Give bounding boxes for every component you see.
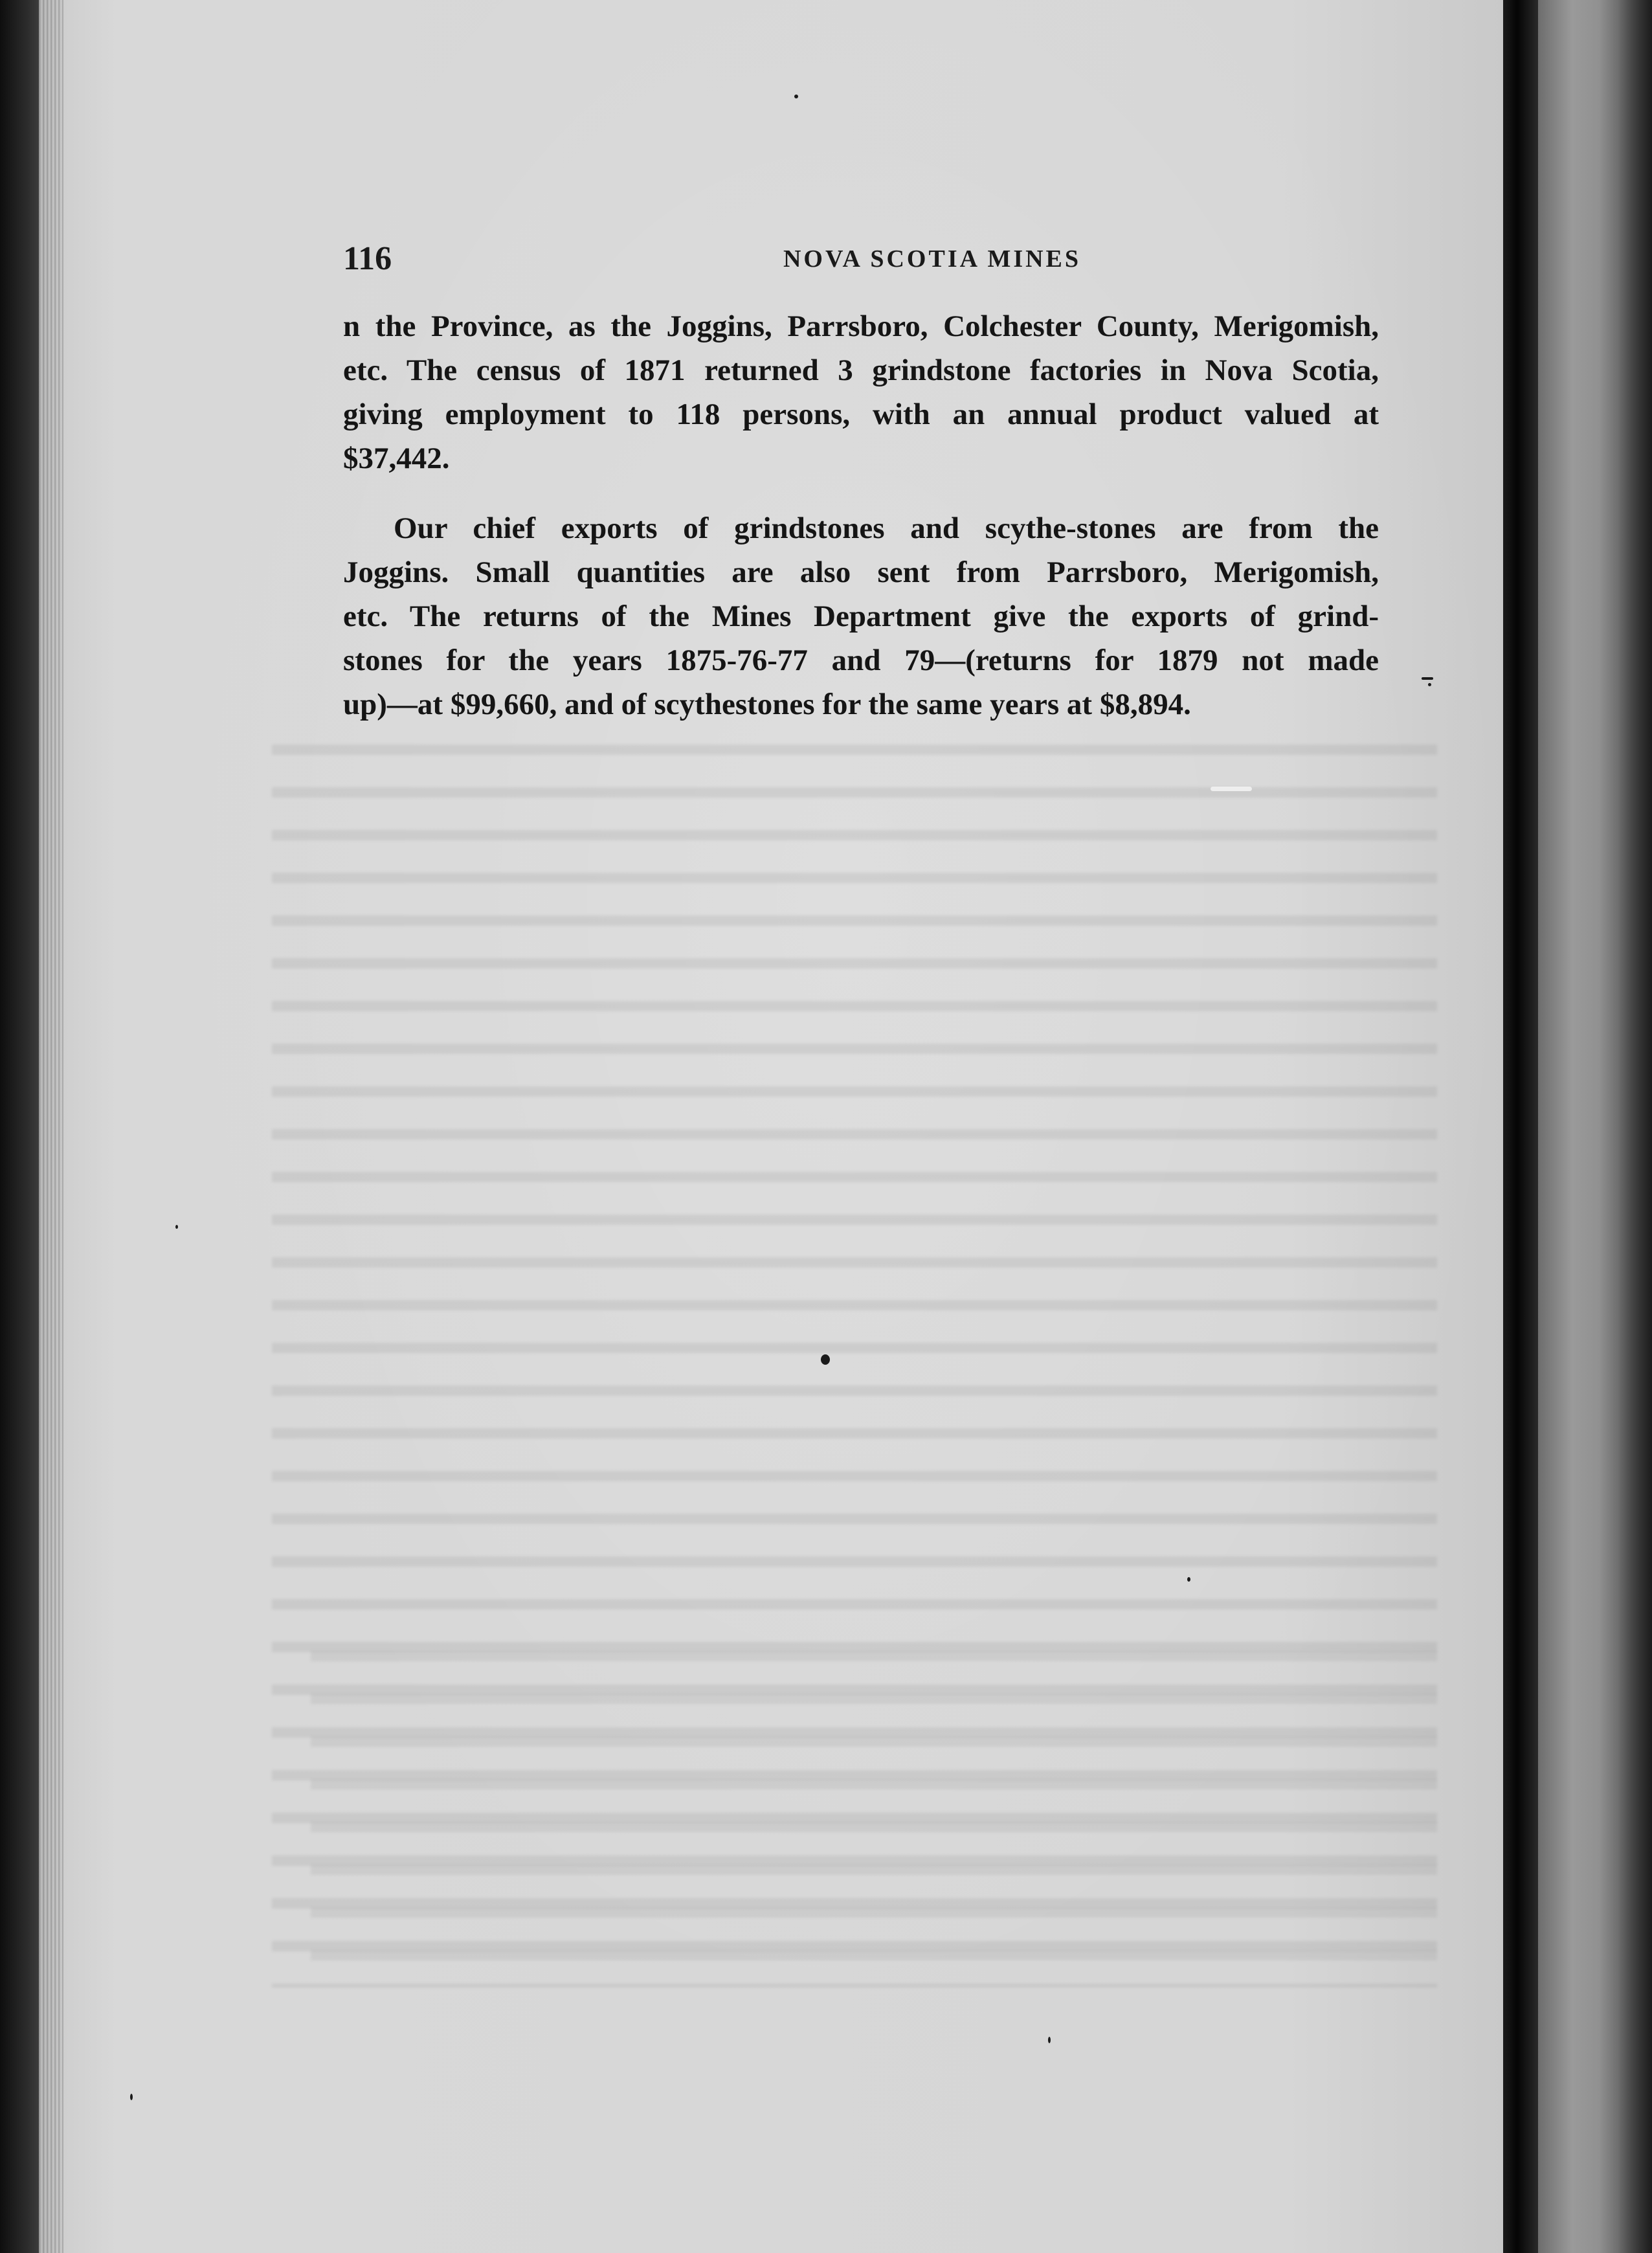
show-through-text-lower xyxy=(311,1631,1437,1975)
text-line: Our chief exports of grindstones and scythe-stones are from the xyxy=(394,511,1379,545)
page-number: 116 xyxy=(343,240,392,277)
facing-page-shadow xyxy=(1599,0,1652,2253)
page-header xyxy=(343,232,1392,284)
body-text xyxy=(343,304,1379,726)
text-line: giving employment to 118 persons, with an annual product valued at xyxy=(343,398,1379,431)
paragraph-1 xyxy=(343,304,1379,480)
text-line: etc. The census of 1871 returned 3 grindstone factories in Nova Scotia, xyxy=(343,353,1379,387)
book-gutter xyxy=(1503,0,1538,2253)
text-line: up)—at $99,660, and of scythestones for the same years at $8,894. xyxy=(343,688,1191,721)
scan-left-margin xyxy=(0,0,39,2253)
text-line: $37,442. xyxy=(343,442,450,475)
text-line: Joggins. Small quantities are also sent from Parrsboro, Merigomish, xyxy=(343,555,1379,589)
text-line: stones for the years 1875-76-77 and 79—(returns for 1879 not made xyxy=(343,644,1379,677)
text-line: n the Province, as the Joggins, Parrsboro, Colchester County, Merigomish, xyxy=(343,309,1379,343)
paragraph-2 xyxy=(343,506,1379,726)
text-line: etc. The returns of the Mines Department give the exports of grind- xyxy=(343,600,1379,633)
scan-scratch xyxy=(1211,787,1252,791)
page-fore-edges xyxy=(39,0,63,2253)
running-head: NOVA SCOTIA MINES xyxy=(783,245,1082,273)
